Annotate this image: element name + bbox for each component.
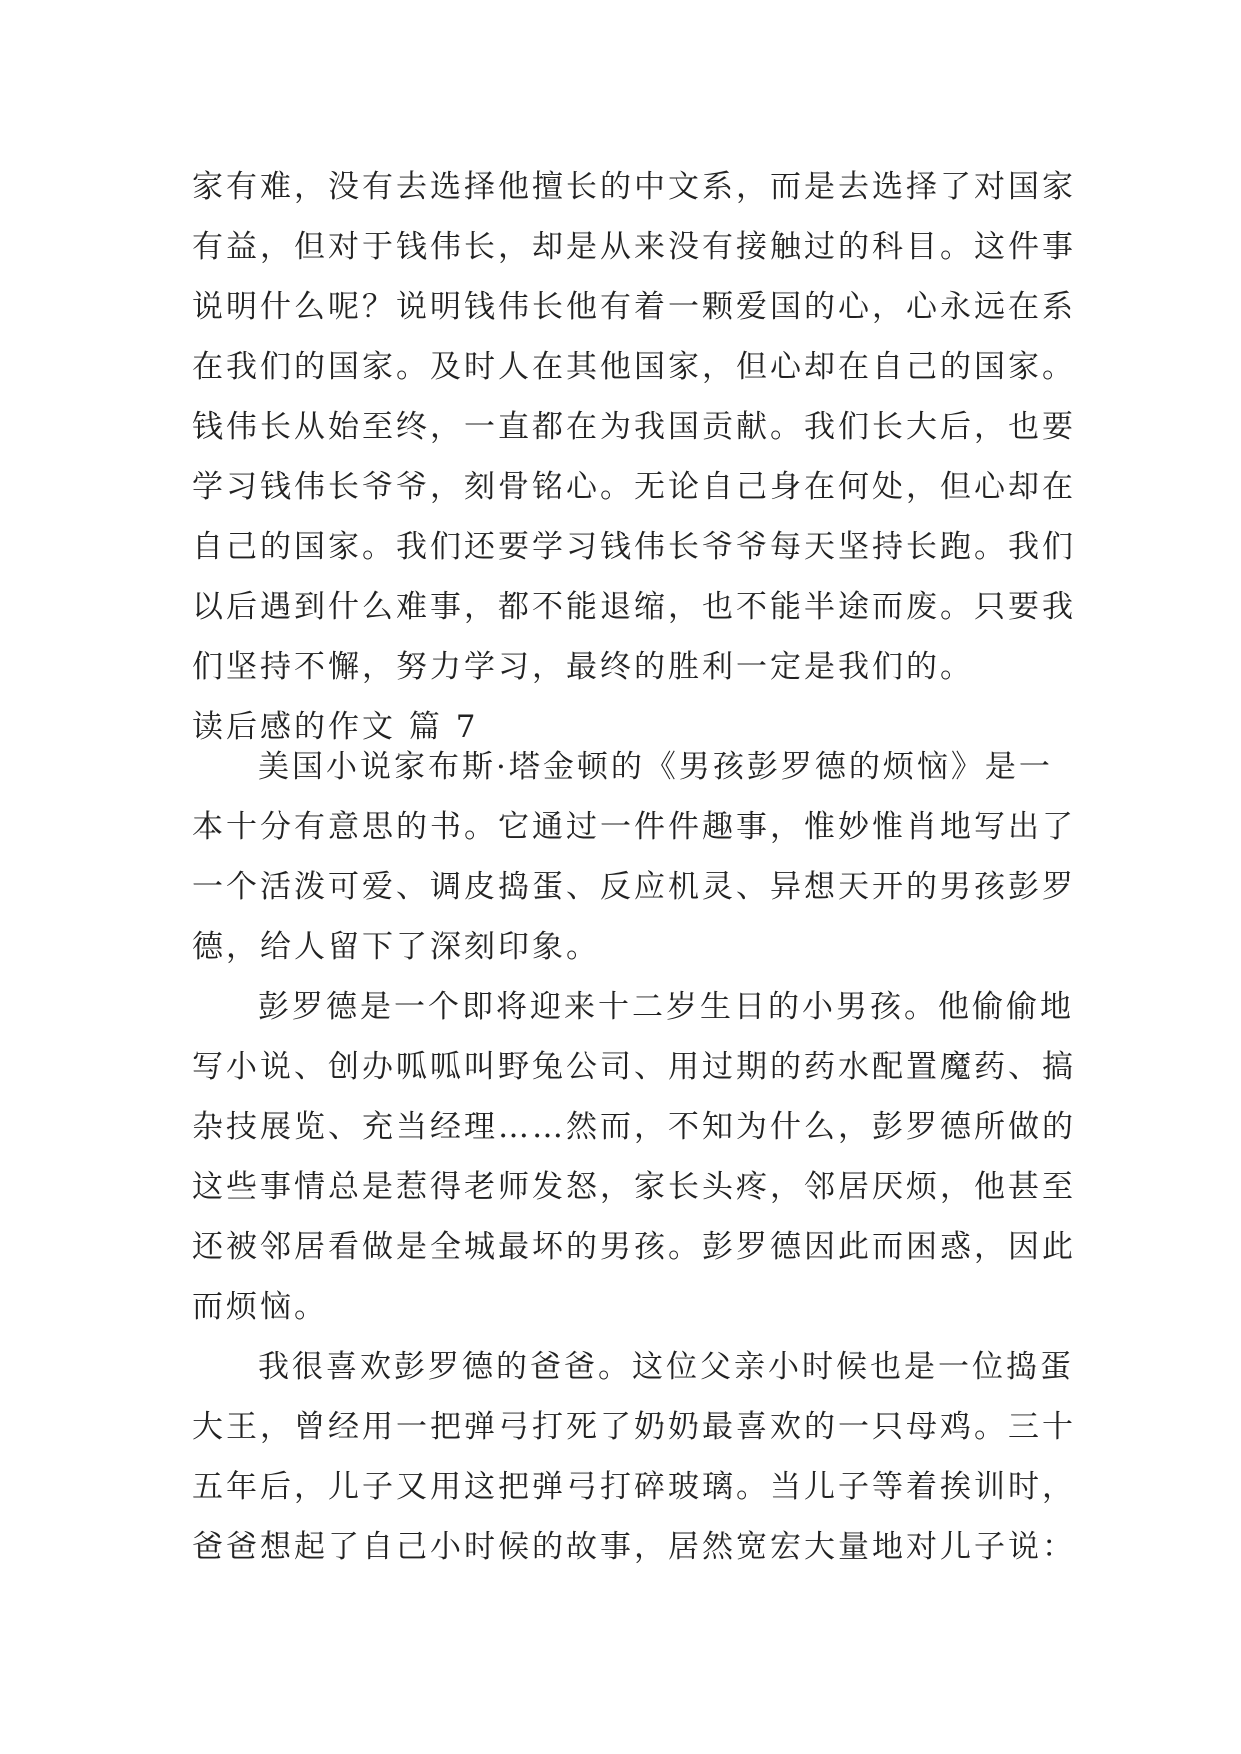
text-line: 我很喜欢彭罗德的爸爸。这位父亲小时候也是一位捣蛋 [258, 1349, 1074, 1385]
text-line: 这些事情总是惹得老师发怒，家长头疼，邻居厌烦，他甚至 [192, 1169, 1076, 1205]
text-line: 五年后，儿子又用这把弹弓打碎玻璃。当儿子等着挨训时， [192, 1469, 1076, 1505]
text-line: 们坚持不懈，努力学习，最终的胜利一定是我们的。 [192, 649, 974, 685]
text-line: 写小说、创办呱呱叫野兔公司、用过期的药水配置魔药、搞 [192, 1049, 1076, 1085]
text-line: 德，给人留下了深刻印象。 [192, 929, 600, 965]
text-line: 学习钱伟长爷爷，刻骨铭心。无论自己身在何处，但心却在 [192, 469, 1076, 505]
text-line: 在我们的国家。及时人在其他国家，但心却在自己的国家。 [192, 349, 1076, 385]
text-line: 家有难，没有去选择他擅长的中文系，而是去选择了对国家 [192, 169, 1076, 205]
text-line: 美国小说家布斯·塔金顿的《男孩彭罗德的烦恼》是一 [258, 749, 1053, 785]
text-line: 大王，曾经用一把弹弓打死了奶奶最喜欢的一只母鸡。三十 [192, 1409, 1076, 1445]
text-line: 以后遇到什么难事，都不能退缩，也不能半途而废。只要我 [192, 589, 1076, 625]
text-line: 还被邻居看做是全城最坏的男孩。彭罗德因此而困惑，因此 [192, 1229, 1076, 1265]
text-line: 说明什么呢？说明钱伟长他有着一颗爱国的心，心永远在系 [192, 289, 1076, 325]
text-line: 有益，但对于钱伟长，却是从来没有接触过的科目。这件事 [192, 229, 1076, 265]
text-line: 自己的国家。我们还要学习钱伟长爷爷每天坚持长跑。我们 [192, 529, 1076, 565]
text-line: 而烦恼。 [192, 1289, 328, 1325]
text-line: 爸爸想起了自己小时候的故事，居然宽宏大量地对儿子说： [192, 1529, 1076, 1565]
section-heading: 读后感的作文 篇 7 [192, 709, 479, 745]
text-line: 本十分有意思的书。它通过一件件趣事，惟妙惟肖地写出了 [192, 809, 1076, 845]
text-line: 彭罗德是一个即将迎来十二岁生日的小男孩。他偷偷地 [258, 989, 1074, 1025]
text-line: 杂技展览、充当经理……然而，不知为什么，彭罗德所做的 [192, 1109, 1076, 1145]
text-line: 钱伟长从始至终，一直都在为我国贡献。我们长大后，也要 [192, 409, 1076, 445]
text-line: 一个活泼可爱、调皮捣蛋、反应机灵、异想天开的男孩彭罗 [192, 869, 1076, 905]
